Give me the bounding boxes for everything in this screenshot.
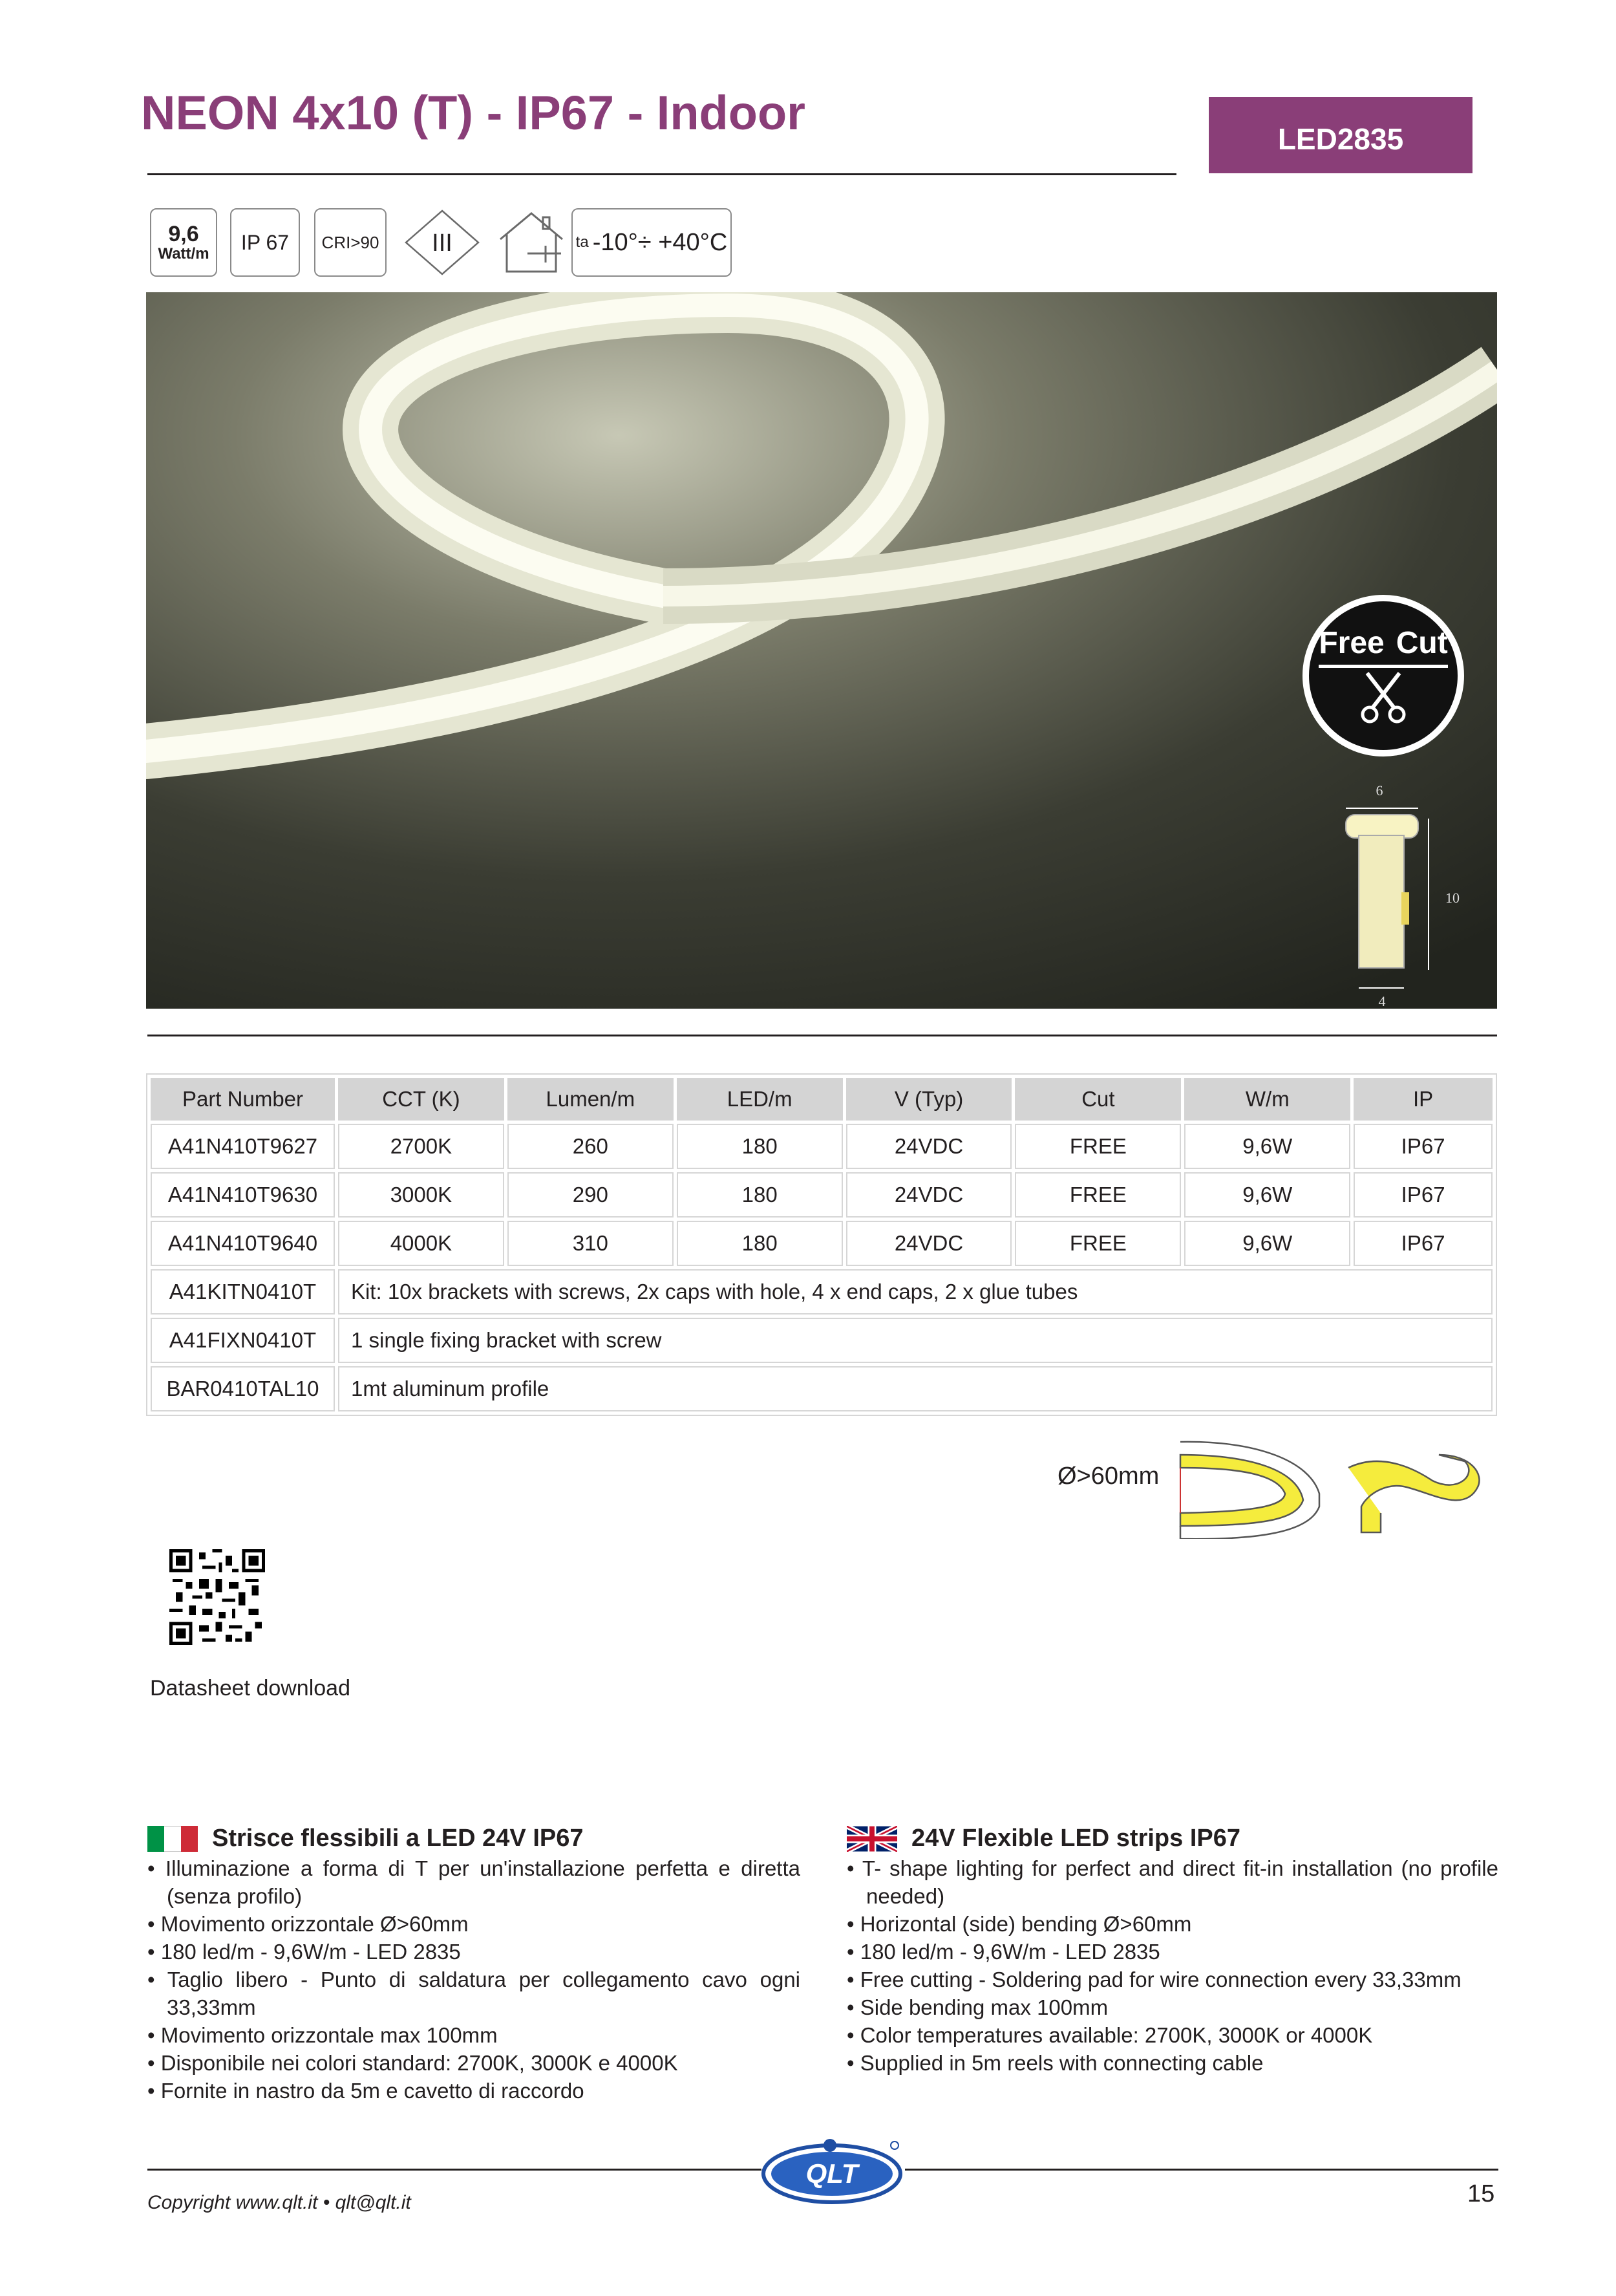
part-number: BAR0410TAL10	[151, 1366, 335, 1411]
ip: IP67	[1354, 1124, 1493, 1169]
table-row	[151, 1221, 1493, 1266]
lumen: 260	[507, 1124, 674, 1169]
indoor-icon	[493, 208, 570, 277]
list-item: • 180 led/m - 9,6W/m - LED 2835	[147, 1940, 461, 1964]
page-number: 15	[1467, 2180, 1495, 2207]
voltage: 24VDC	[846, 1124, 1012, 1169]
list-item: • Movimento orizzontale Ø>60mm	[147, 1912, 469, 1936]
footer-divider	[905, 2169, 1498, 2171]
cri-icon	[314, 208, 387, 277]
list-item: • Horizontal (side) bending Ø>60mm	[847, 1912, 1192, 1936]
watt-per-m: 9,6W	[1184, 1172, 1350, 1218]
english-heading	[847, 1825, 1240, 1852]
led-type-badge	[1209, 97, 1472, 173]
list-item: • Movimento orizzontale max 100mm	[147, 2023, 498, 2047]
footer-divider	[147, 2169, 761, 2171]
dimension-side: 10	[1445, 890, 1460, 906]
table-row	[151, 1172, 1493, 1218]
lumen: 310	[507, 1221, 674, 1266]
english-heading-text: 24V Flexible LED strips IP67	[911, 1825, 1240, 1852]
free-cut-badge	[1302, 595, 1464, 756]
table-header-row	[151, 1078, 1493, 1121]
ip: IP67	[1354, 1221, 1493, 1266]
accessory-description: Kit: 10x brackets with screws, 2x caps with hole, 4 x end caps, 2 x glue tubes	[338, 1269, 1493, 1314]
voltage: 24VDC	[846, 1221, 1012, 1266]
cut: FREE	[1015, 1124, 1181, 1169]
power-unit: Watt/m	[158, 245, 209, 263]
copyright: Copyright www.qlt.it • qlt@qlt.it	[147, 2192, 411, 2213]
list-item: • Side bending max 100mm	[847, 1995, 1109, 2019]
accessory-row	[151, 1366, 1493, 1411]
class-iii-diamond	[403, 208, 481, 277]
spec-table	[146, 1073, 1497, 1416]
cut: FREE	[1015, 1221, 1181, 1266]
column-header: Lumen/m	[507, 1078, 674, 1121]
accessory-description: 1 single fixing bracket with screw	[338, 1318, 1493, 1363]
list-item: • Illuminazione a forma di T per un'installazione perfetta e diretta (senza profilo)	[147, 1856, 800, 1908]
ip-rating-label: IP 67	[240, 230, 290, 254]
uk-flag-icon	[847, 1826, 897, 1852]
temp-range: -10°÷ +40°C	[592, 228, 728, 256]
class-iii-icon	[401, 208, 484, 277]
scissors-icon	[1354, 668, 1412, 726]
list-item: • Color temperatures available: 2700K, 3000K or 4000K	[847, 2023, 1373, 2047]
dimension-top: 6	[1376, 782, 1383, 799]
cct: 2700K	[338, 1124, 504, 1169]
italian-heading-text: Strisce flessibili a LED 24V IP67	[212, 1825, 584, 1852]
temp-prefix: ta	[575, 233, 589, 251]
qr-code[interactable]	[169, 1549, 265, 1645]
power-icon	[150, 208, 217, 277]
accessory-row	[151, 1318, 1493, 1363]
product-photo	[146, 292, 1497, 1009]
list-item: • Free cutting - Soldering pad for wire connection every 33,33mm	[847, 1968, 1462, 1991]
free-cut-word1: Free	[1319, 626, 1385, 660]
column-header: IP	[1354, 1078, 1493, 1121]
list-item: • Fornite in nastro da 5m e cavetto di raccordo	[147, 2079, 584, 2103]
part-number: A41FIXN0410T	[151, 1318, 335, 1363]
table-row	[151, 1124, 1493, 1169]
cut: FREE	[1015, 1172, 1181, 1218]
dimension-bottom: 4	[1378, 993, 1386, 1009]
led-type-label: LED2835	[1277, 122, 1404, 156]
qlt-logo	[759, 2136, 905, 2207]
accessory-description: 1mt aluminum profile	[338, 1366, 1493, 1411]
cri-label: CRI>90	[321, 232, 379, 252]
column-header: LED/m	[677, 1078, 843, 1121]
part-number: A41N410T9630	[151, 1172, 335, 1218]
watt-per-m: 9,6W	[1184, 1221, 1350, 1266]
column-header: Part Number	[151, 1078, 335, 1121]
led-per-m: 180	[677, 1172, 843, 1218]
led-per-m: 180	[677, 1124, 843, 1169]
column-header: W/m	[1184, 1078, 1350, 1121]
voltage: 24VDC	[846, 1172, 1012, 1218]
watt-per-m: 9,6W	[1184, 1124, 1350, 1169]
section-divider	[147, 1035, 1497, 1036]
part-number: A41N410T9627	[151, 1124, 335, 1169]
bending-radius-label: Ø>60mm	[1058, 1463, 1160, 1490]
list-item: • Supplied in 5m reels with connecting cable	[847, 2051, 1264, 2075]
free-cut-word2: Cut	[1396, 626, 1448, 660]
cct: 4000K	[338, 1221, 504, 1266]
power-value: 9,6	[168, 221, 199, 246]
bending-illustration	[1167, 1429, 1491, 1539]
qlt-logo-text: QLT	[805, 2158, 858, 2189]
page-title: NEON 4x10 (T) - IP67 - Indoor	[141, 86, 805, 140]
italy-flag-icon	[147, 1826, 198, 1852]
ip: IP67	[1354, 1172, 1493, 1218]
list-item: • 180 led/m - 9,6W/m - LED 2835	[847, 1940, 1160, 1964]
accessory-row	[151, 1269, 1493, 1314]
title-divider	[147, 173, 1176, 175]
part-number: A41KITN0410T	[151, 1269, 335, 1314]
led-per-m: 180	[677, 1221, 843, 1266]
italian-feature-list	[147, 1854, 800, 2105]
column-header: Cut	[1015, 1078, 1181, 1121]
ip-rating-icon	[230, 208, 300, 277]
list-item: • Disponibile nei colori standard: 2700K, 3000K e 4000K	[147, 2051, 678, 2075]
class-iii-label: III	[432, 230, 452, 257]
lumen: 290	[507, 1172, 674, 1218]
profile-dimension-diagram	[1334, 776, 1463, 1009]
part-number: A41N410T9640	[151, 1221, 335, 1266]
column-header: CCT (K)	[338, 1078, 504, 1121]
english-feature-list	[847, 1854, 1498, 2077]
italian-heading	[147, 1825, 584, 1852]
cct: 3000K	[338, 1172, 504, 1218]
temperature-icon	[571, 208, 732, 277]
column-header: V (Typ)	[846, 1078, 1012, 1121]
qr-label: Datasheet download	[150, 1676, 351, 1701]
list-item: • T- shape lighting for perfect and direct fit-in installation (no profile needed)	[847, 1856, 1498, 1908]
list-item: • Taglio libero - Punto di saldatura per collegamento cavo ogni 33,33mm	[147, 1968, 800, 2019]
